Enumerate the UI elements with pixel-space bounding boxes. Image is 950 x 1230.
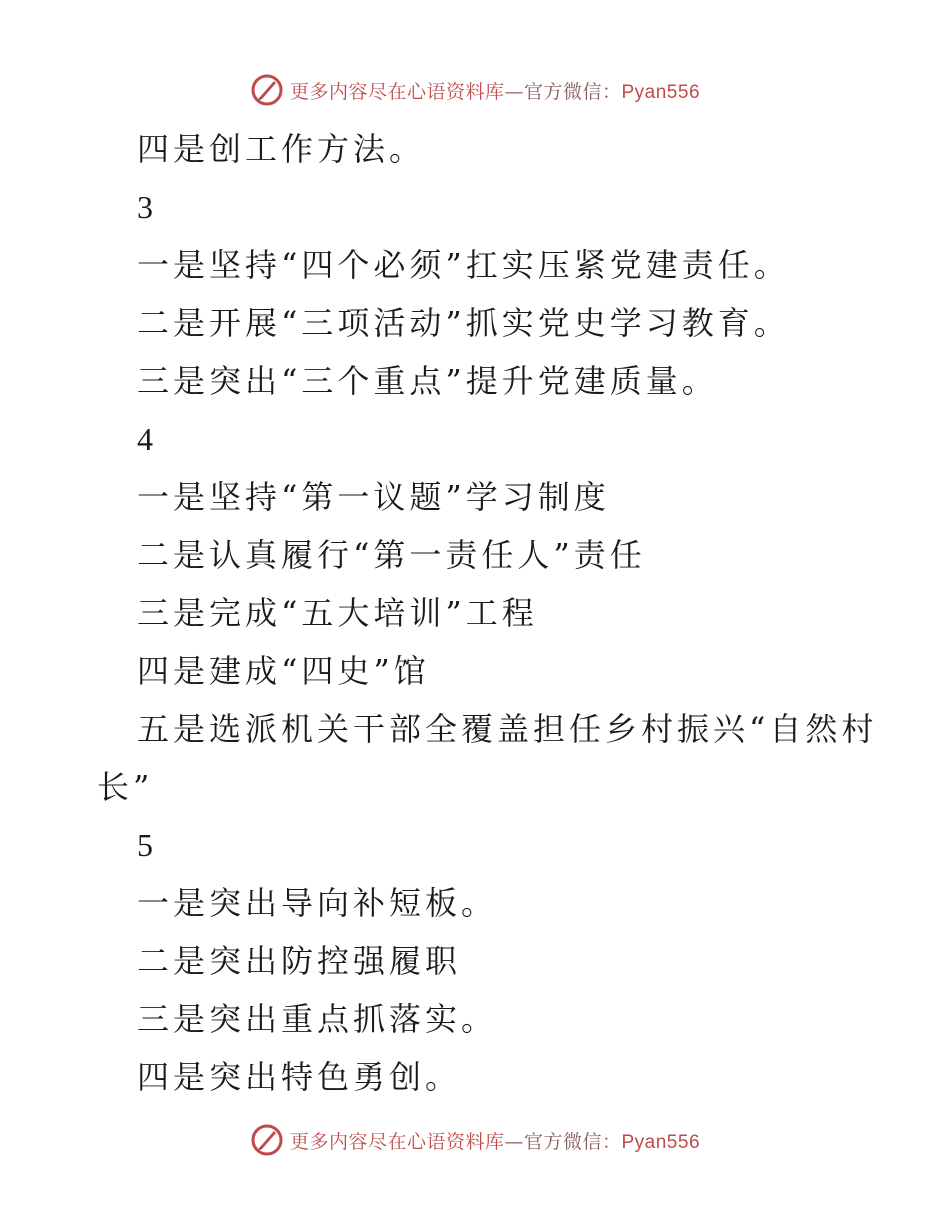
text-line: 一是突出导向补短板。 (137, 884, 498, 922)
section-number: 3 (137, 189, 153, 225)
watermark-separator: — (504, 80, 524, 103)
quill-seal-icon (250, 73, 284, 107)
section-number: 4 (137, 421, 153, 457)
watermark-main: 更多内容尽在心语资料库 (289, 1130, 505, 1153)
text-line: 三是完成“五大培训”工程 (137, 594, 538, 632)
text-line: 四是突出特色勇创。 (137, 1058, 462, 1096)
text-line: 四是建成“四史”馆 (137, 652, 430, 690)
watermark-main: 更多内容尽在心语资料库 (289, 80, 505, 103)
watermark-wechat-label: 官方微信： (523, 80, 622, 103)
watermark-separator: — (504, 1130, 524, 1153)
text-line: 一是坚持“四个必须”扛实压紧党建责任。 (137, 246, 790, 284)
text-line: 三是突出“三个重点”提升党建质量。 (137, 362, 718, 400)
watermark-text (290, 77, 700, 104)
text-line-continuation: 长” (97, 768, 154, 806)
text-line: 二是突出防控强履职 (137, 942, 462, 980)
text-line: 二是开展“三项活动”抓实党史学习教育。 (137, 304, 790, 342)
watermark-wechat-id: Pyan556 (621, 81, 701, 103)
text-line: 二是认真履行“第一责任人”责任 (137, 536, 646, 574)
section-number: 5 (137, 827, 153, 863)
text-line: 一是坚持“第一议题”学习制度 (137, 478, 610, 516)
watermark-text (290, 1127, 700, 1154)
text-line: 三是突出重点抓落实。 (137, 1000, 498, 1038)
watermark-wechat-label: 官方微信： (523, 1130, 622, 1153)
text-line: 四是创工作方法。 (137, 130, 426, 168)
watermark-wechat-id: Pyan556 (621, 1131, 701, 1153)
quill-seal-icon (250, 1123, 284, 1157)
text-line: 五是选派机关干部全覆盖担任乡村振兴“自然村 (137, 710, 878, 748)
footer-watermark (0, 1120, 950, 1160)
header-watermark (0, 70, 950, 110)
